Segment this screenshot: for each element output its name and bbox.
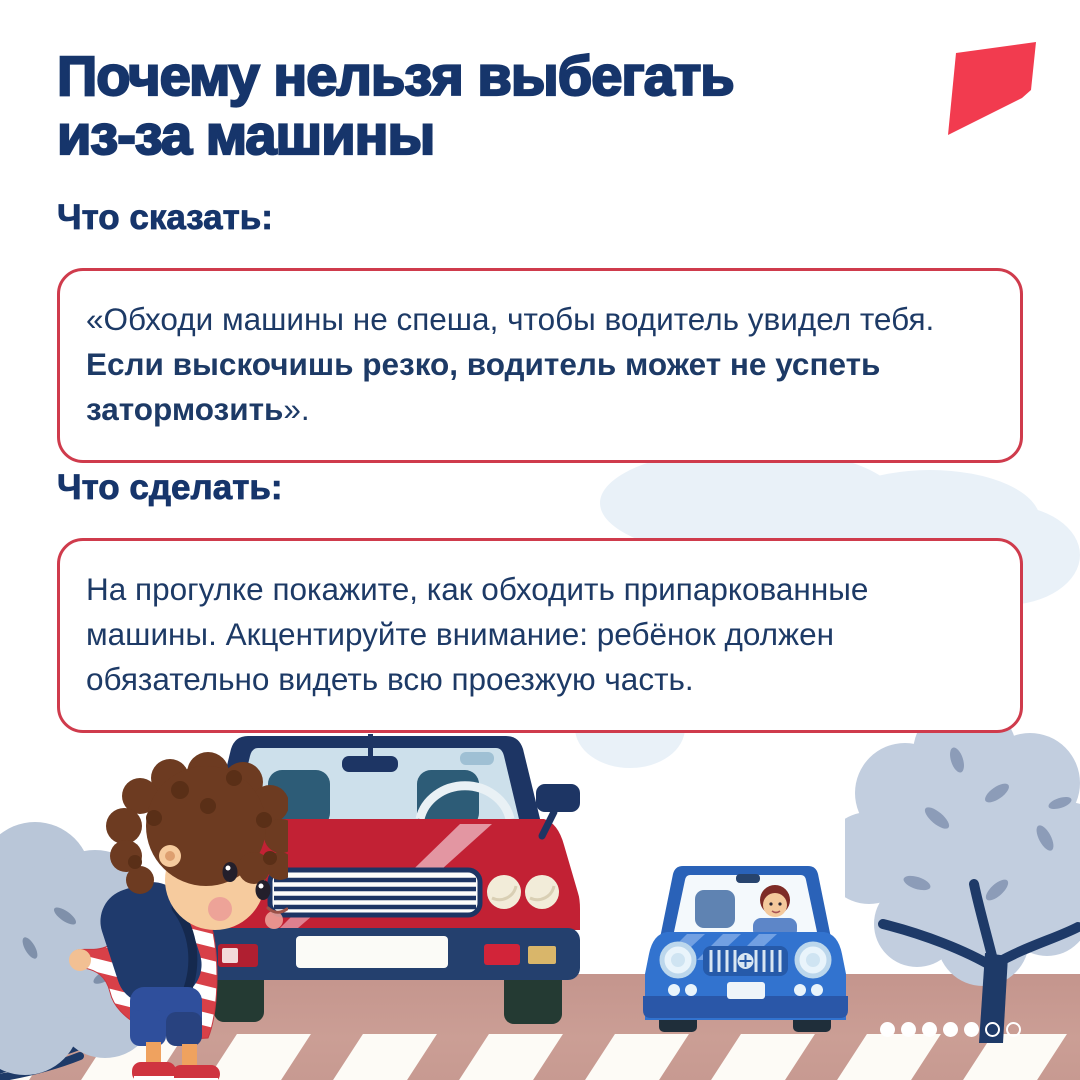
pagination-dot: [922, 1022, 937, 1037]
pagination-dot: [901, 1022, 916, 1037]
say-section-label: Что сказать:: [57, 198, 273, 237]
say-quote-box: [57, 268, 1023, 463]
child-illustration: [58, 748, 288, 1080]
child-cheek: [265, 911, 283, 929]
child-smile: [268, 908, 287, 912]
red-car-side-mirror: [536, 784, 580, 812]
blue-car-headrest: [695, 890, 735, 928]
say-quote-end: ».: [283, 391, 310, 428]
crosswalk-stripe: [333, 1034, 437, 1080]
red-car-headlight: [525, 875, 559, 909]
crosswalk-stripe: [459, 1034, 563, 1080]
blue-car-lower-band: [643, 996, 848, 1018]
do-section-label: Что сделать:: [57, 468, 283, 507]
child-hand: [69, 949, 91, 971]
pagination-dot: [985, 1022, 1000, 1037]
pagination-dot: [964, 1022, 979, 1037]
pagination-dot: [943, 1022, 958, 1037]
crosswalk-stripe: [585, 1034, 689, 1080]
blue-car-foglight: [794, 984, 806, 996]
pagination-dots: [880, 1022, 1021, 1037]
red-car-sticker: [528, 946, 556, 964]
red-car-grille: [270, 870, 480, 915]
page-title-line2: из-за машины: [57, 103, 435, 167]
do-advice-box: [57, 538, 1023, 733]
tree-illustration: [845, 698, 1080, 1043]
page-title-line1: Почему нельзя выбегать: [57, 44, 734, 107]
say-quote-bold: Если выскочишь резко, водитель может не успеть затормозить: [86, 346, 881, 428]
blue-car-mirror: [736, 874, 760, 883]
brand-flag-icon: [948, 42, 1036, 135]
pagination-dot: [1006, 1022, 1021, 1037]
blue-car-plate: [727, 982, 765, 999]
rearview-mirror: [342, 756, 398, 772]
child-shoes: [132, 1062, 220, 1080]
red-car-headlight: [487, 875, 521, 909]
blue-car-grille: [703, 946, 788, 976]
child-cheek: [208, 897, 232, 921]
pagination-dot: [880, 1022, 895, 1037]
red-car-visor: [460, 752, 494, 765]
say-quote-regular: «Обходи машины не спеша, чтобы водитель увидел тебя.: [86, 301, 935, 337]
page-title: [57, 46, 734, 165]
red-car-indicator: [484, 944, 520, 965]
do-advice-text: На прогулке покажите, как обходить припаркованные машины. Акцентируйте внимание: ребёнок должен обязательно видеть всю проезжую часть.: [86, 571, 869, 698]
red-car-plate: [296, 936, 448, 968]
blue-car-foglight: [668, 984, 680, 996]
crosswalk-stripe: [711, 1034, 815, 1080]
blue-car-foglight: [811, 984, 823, 996]
blue-car-foglight: [685, 984, 697, 996]
child-shorts: [130, 987, 202, 1046]
blue-car-illustration: [643, 862, 848, 1034]
